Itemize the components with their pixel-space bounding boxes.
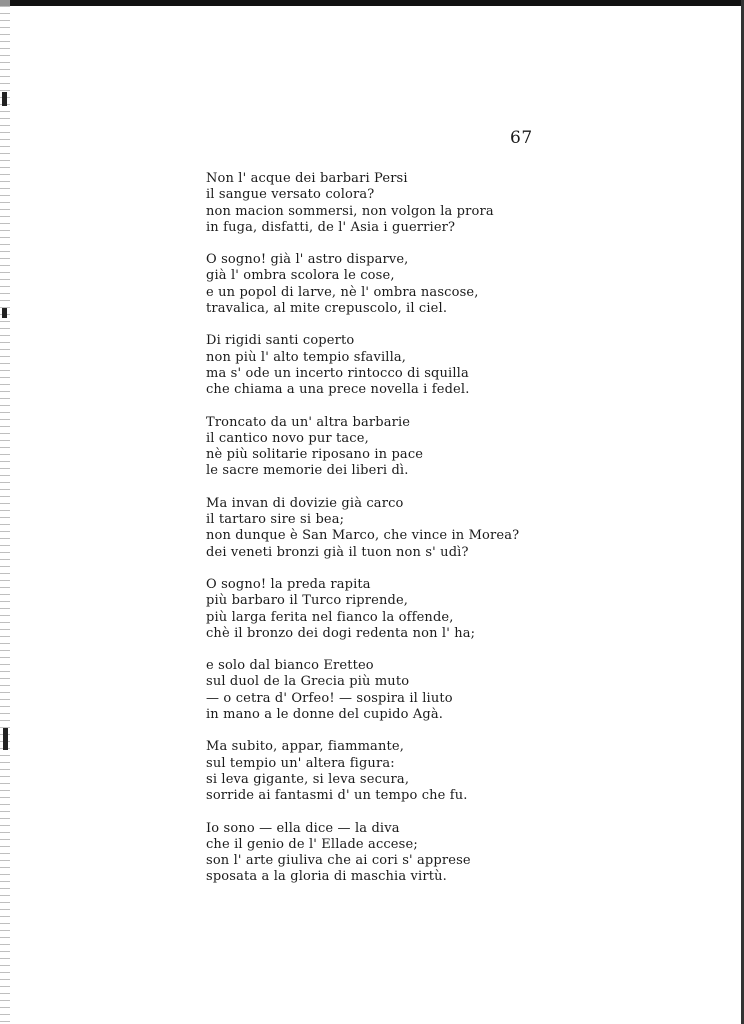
verse-line: Di rigidi santi coperto bbox=[206, 333, 355, 349]
verse-line: il cantico novo pur tace, bbox=[206, 430, 369, 446]
verse-line: non macion sommersi, non volgon la prora bbox=[206, 203, 494, 219]
stanza bbox=[206, 496, 526, 561]
stanza bbox=[206, 821, 526, 886]
verse-line: si leva gigante, si leva secura, bbox=[206, 771, 410, 787]
stanza bbox=[206, 171, 526, 236]
verse-line: Non l' acque dei barbari Persi bbox=[206, 171, 408, 186]
verse-line: dei veneti bronzi già il tuon non s' udì? bbox=[206, 544, 469, 560]
verse-line: travalica, al mite crepuscolo, il ciel. bbox=[206, 301, 448, 317]
stanza bbox=[206, 577, 526, 642]
verse-line: non più l' alto tempio sfavilla, bbox=[206, 349, 407, 365]
poem-body bbox=[206, 171, 526, 902]
verse-line: più larga ferita nel fianco la offende, bbox=[206, 609, 454, 625]
verse-line: che chiama a una prece novella i fedel. bbox=[206, 382, 470, 398]
verse-line: Troncato da un' altra barbarie bbox=[206, 414, 411, 430]
page-number: 67 bbox=[510, 128, 533, 148]
verse-line: il sangue versato colora? bbox=[206, 187, 375, 203]
scan-mark bbox=[2, 308, 7, 318]
stanza bbox=[206, 658, 526, 723]
scan-mark bbox=[2, 92, 7, 106]
stanza bbox=[206, 739, 526, 804]
verse-line: in fuga, disfatti, de l' Asia i guerrier? bbox=[206, 219, 456, 235]
verse-line: O sogno! la preda rapita bbox=[206, 576, 371, 592]
verse-line: e un popol di larve, nè l' ombra nascose, bbox=[206, 284, 479, 300]
verse-line: più barbaro il Turco riprende, bbox=[206, 593, 409, 609]
scan-top-edge bbox=[0, 0, 744, 6]
verse-line: le sacre memorie dei liberi dì. bbox=[206, 463, 409, 479]
verse-line: Io sono — ella dice — la diva bbox=[206, 820, 400, 836]
stanza bbox=[206, 415, 526, 480]
verse-line: non dunque è San Marco, che vince in Morea? bbox=[206, 528, 520, 544]
verse-line: — o cetra d' Orfeo! — sospira il liuto bbox=[206, 690, 453, 706]
verse-line: O sogno! già l' astro disparve, bbox=[206, 252, 409, 268]
verse-line: chè il bronzo dei dogi redenta non l' ha; bbox=[206, 625, 476, 641]
verse-line: Ma subito, appar, fiammante, bbox=[206, 739, 404, 755]
scan-mark bbox=[3, 728, 8, 750]
verse-line: e solo dal bianco Eretteo bbox=[206, 658, 374, 674]
verse-line: son l' arte giuliva che ai cori s' apprese bbox=[206, 853, 471, 869]
verse-line: Ma invan di dovizie già carco bbox=[206, 495, 404, 511]
verse-line: già l' ombra scolora le cose, bbox=[206, 268, 395, 284]
verse-line: in mano a le donne del cupido Agà. bbox=[206, 707, 444, 723]
stanza bbox=[206, 252, 526, 317]
verse-line: ma s' ode un incerto rintocco di squilla bbox=[206, 365, 469, 381]
verse-line: sposata a la gloria di maschia virtù. bbox=[206, 869, 447, 885]
verse-line: il tartaro sire si bea; bbox=[206, 512, 345, 528]
verse-line: nè più solitarie riposano in pace bbox=[206, 447, 424, 463]
stanza bbox=[206, 333, 526, 398]
verse-line: sul tempio un' altera figura: bbox=[206, 755, 395, 771]
verse-line: sul duol de la Grecia più muto bbox=[206, 674, 410, 690]
scan-left-margin bbox=[0, 0, 10, 1024]
verse-line: sorride ai fantasmi d' un tempo che fu. bbox=[206, 788, 468, 804]
verse-line: che il genio de l' Ellade accese; bbox=[206, 836, 418, 852]
